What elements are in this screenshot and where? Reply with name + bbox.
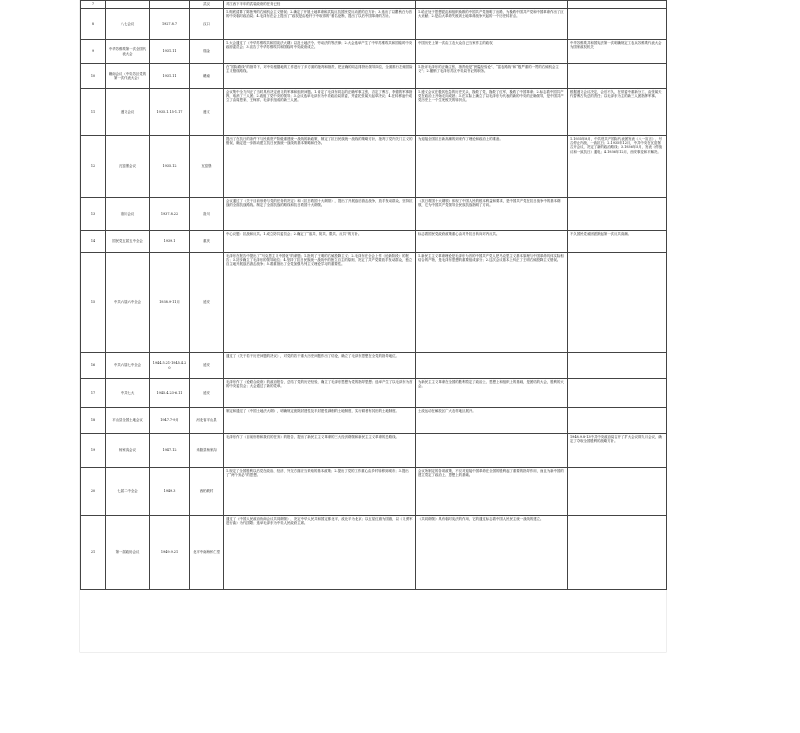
meeting-place-cell: 汉口 (190, 9, 224, 40)
row-number-cell: 9 (81, 40, 106, 64)
meeting-name-cell: 平山县全国土地会议 (106, 408, 150, 434)
meeting-notes-cell: 1948.9.8-13中共中央政治局召开了扩大会议即九月会议，确定了夺取全国胜利的战略方针。 (568, 434, 667, 468)
table-row (81, 468, 667, 516)
meeting-date-cell: 1937.8.22 (150, 198, 190, 231)
meeting-place-cell: 西柏坡村 (190, 468, 224, 516)
meeting-notes-cell: 中华苏维埃共和国宪法第一次明确规定工农兵苏维埃代表大会为国家政权机关 (568, 40, 667, 64)
meeting-place-cell: 重庆 (190, 231, 224, 253)
meetings-table (80, 0, 667, 590)
meeting-content-cell: 会议集中全力纠正了当时具有决定意义的军事和组织问题。1.肯定了毛泽东同志的正确军事主张，否定了博古、李德的军事指挥，取消了三人团；2.改组了党中央的领导；3.会议选举毛泽东为中央政治局常委，并委托张闻天起草决议；4.在转移途中成立了由周恩来、王稼祥、毛泽东组成的新三人团。 (224, 89, 416, 136)
table-row (81, 516, 667, 590)
row-number-cell: 16 (81, 353, 106, 379)
meeting-name-cell: 中华苏维埃第一次全国代表大会 (106, 40, 150, 64)
meeting-significance-cell: 中国历史上第一次由工农大众自己当家作主的政权 (416, 40, 568, 64)
meeting-name-cell: 遵义会议 (106, 89, 150, 136)
row-number-cell: 20 (81, 468, 106, 516)
meeting-date-cell: 1944.5.21-1945.4.20 (150, 353, 190, 379)
meeting-notes-cell (568, 9, 667, 40)
meeting-content-cell: 1.大会通过了《中华苏维埃共和国宪法大纲》以及土地法令、劳动法的等法律；2.大会选举产生了中华苏维埃共和国临时中央政府委员会；3.宣告了中华苏维埃共和国临时中央政府成立。 (224, 40, 416, 64)
row-number-cell: 12 (81, 136, 106, 198)
table-row (81, 434, 667, 468)
meeting-significance-cell: 《抗日救国十大纲领》体现了中国人民的根本利益和要求，是中国共产党在抗日战争中的基本纲领，它为中国共产党领导全民族抗战指明了方向。 (416, 198, 568, 231)
meeting-significance-cell: 为迎接全国抗日新高潮的到来作了理论和政治上的准备。 (416, 136, 568, 198)
meeting-name-cell: 洛川会议 (106, 198, 150, 231)
meeting-content-cell: 1.规定了全国胜利以后党在政治、经济、外交方面应当采取的基本政策；2.提出了党的工作重心由乡村转移到城市；3.提出了“两个务必”的思想。 (224, 468, 416, 516)
meeting-date-cell: 1931.11 (150, 64, 190, 89)
meeting-significance-cell (416, 353, 568, 379)
row-number-cell: 8 (81, 9, 106, 40)
meeting-notes-cell (568, 1, 667, 9)
meeting-content-cell: 提出了在抗日的条件下与民族资产阶级重建统一战线的新政策，制定了抗日民族统一战线的策略方针，批判了党内关门主义的错误，确定进一步推动建立抗日民族统一战线的基本策略和任务。 (224, 136, 416, 198)
meeting-name-cell: 杨家沟会议 (106, 434, 150, 468)
meeting-content-cell: 在“国际路线”的指导下，对中央根据地的工作进行了多方面的批判和指责，把正确的同志排挤出领导岗位，全面推行左倾冒险主义错误路线。 (224, 64, 416, 89)
table-row (81, 136, 667, 198)
row-number-cell: 13 (81, 198, 106, 231)
table-row (81, 1, 667, 9)
meeting-significance-cell (416, 1, 568, 9)
table-row (81, 9, 667, 40)
row-number-cell: 11 (81, 89, 106, 136)
meeting-notes-cell: 1.1935年8月，中共驻共产国际代表团发表《八一宣言》，号召停止内战，一致抗日；2.1935年12月，中共中央在瓦窑堡召开会议，决定了新的政治路线；3.1936年5月，发表《停战议和一致抗日》通电；4.1936年12月，西安事变和平解决。 (568, 136, 667, 198)
meeting-date-cell: 1935.1.15-1.17 (150, 89, 190, 136)
meeting-notes-cell (568, 379, 667, 408)
meeting-significance-cell (416, 434, 568, 468)
meeting-place-cell: 延安 (190, 253, 224, 353)
meeting-date-cell: 1931.11 (150, 40, 190, 64)
meeting-content-cell: 毛泽东作了《论联合政府》的政治报告，总结了党的历史经验，确立了毛泽东思想为党的指导思想；选举产生了以毛泽东为首的中央委员会；大会通过了新的党章。 (224, 379, 416, 408)
table-row (81, 408, 667, 434)
table-row (81, 89, 667, 136)
meeting-date-cell: 1947.7-9月 (150, 408, 190, 434)
meeting-date-cell (150, 1, 190, 9)
row-number-cell: 18 (81, 408, 106, 434)
meeting-notes-cell (568, 353, 667, 379)
meeting-notes-cell: 不久国民党顽固派掀起第一次反共高潮。 (568, 231, 667, 253)
meeting-significance-cell: 会议所制定的各项政策，不仅对迎接中国革命在全国的胜利起了重要的指导作用，而且为新中国的建立奠定了政治上、思想上的基础。 (416, 468, 568, 516)
meeting-date-cell: 1947.12 (150, 434, 190, 468)
meeting-name-cell: 中共六届六中全会 (106, 253, 150, 353)
meeting-content-cell: 毛泽东在报告中提出了“马克思主义中国化”的命题；1.批判了王明的右倾投降主义；2.毛泽东在全会上作《论新阶段》的报告；3.初步确立了毛泽东的领导地位；4.坚持了抗日民族统一战线中的独立自主的原则，决定了共产党要放手发动群众，独立自主地开展敌后游击战争；5.着重指出了全党加强马列主义理论学习的重要性。 (224, 253, 416, 353)
table-row (81, 40, 667, 64)
row-number-cell: 15 (81, 253, 106, 353)
row-number-cell: 14 (81, 231, 106, 253)
table-row (81, 198, 667, 231)
meeting-notes-cell (568, 198, 667, 231)
row-number-cell: 21 (81, 516, 106, 590)
meeting-place-cell: 武汉 (190, 1, 224, 9)
meeting-significance-cell: 1.遵义会议在极其危急的历史关头，挽救了党，挽救了红军，挽救了中国革命；2.标志着中国共产党在政治上开始走向成熟；3.在实际上确立了以毛泽东为代表的新的中央的正确领导，是中国共产党历史上一个生死攸关的转折点。 (416, 89, 568, 136)
meeting-place-cell: 瑞金 (190, 40, 224, 64)
meeting-content-cell: 中心议题：抗战和反共。1.成立防共委员会；2.确定了“溶共、防共、限共、反共”的方针。 (224, 231, 416, 253)
meeting-significance-cell: 1.新民主主义革命理论是毛泽东为首的中国共产党人把马克思主义基本原理与中国革命具体实际相结合的产物，是毛泽东思想的重要组成部分；2.这次会议基本上纠正了王明右倾投降主义错误。 (416, 253, 568, 353)
meeting-place-cell: 延安 (190, 379, 224, 408)
meeting-content-cell: 通过了《中国人民政治协商会议共同纲领》，决定中华人民共和国定都北平，改北平为北京；以五星红旗为国旗，以《义勇军进行曲》为代国歌；选举毛泽东为中央人民政府主席。 (224, 516, 416, 590)
meeting-date-cell: 1949.9.21 (150, 516, 190, 590)
meeting-date-cell: 1927.8.7 (150, 9, 190, 40)
meeting-name-cell: 七届二中全会 (106, 468, 150, 516)
meeting-notes-cell (568, 253, 667, 353)
table-row (81, 231, 667, 253)
meeting-place-cell: 延安 (190, 353, 224, 379)
meeting-name-cell: 第一届政协会议 (106, 516, 150, 590)
meeting-significance-cell: 为新民主主义革命在全国的胜利奠定了政治上、思想上和组织上的基础，是团结的大会，胜利的大会。 (416, 379, 568, 408)
meeting-name-cell: 中共七大 (106, 379, 150, 408)
meeting-date-cell: 1938.9-11月 (150, 253, 190, 353)
meeting-significance-cell: 标志着国民党政府政策重心由对外抗日转向对内反共。 (416, 231, 568, 253)
meeting-notes-cell (568, 64, 667, 89)
meeting-name-cell: 中共六届七中全会 (106, 353, 150, 379)
table-body (81, 1, 667, 590)
meeting-place-cell: 北平中南海怀仁堂 (190, 516, 224, 590)
meeting-place-cell: 瓦窑堡 (190, 136, 224, 198)
meeting-name-cell: 八七会议 (106, 9, 150, 40)
row-number-cell: 10 (81, 64, 106, 89)
meeting-date-cell: 1949.3 (150, 468, 190, 516)
meeting-place-cell: 米脂县杨家沟 (190, 434, 224, 468)
row-number-cell: 17 (81, 379, 106, 408)
meeting-name-cell: 赣南会议（中央苏区党的第一次代表大会） (106, 64, 150, 89)
meeting-name-cell (106, 1, 150, 9)
meeting-significance-cell: 1.给正处于思想混乱和组织涣散的中国共产党指明了出路，为挽救中国共产党和中国革命作出了巨大贡献；2.是由大革命失败到土地革命战争兴起的一个历史转折点。 (416, 9, 568, 40)
row-number-cell: 7 (81, 1, 106, 9)
meeting-significance-cell: 土改运动在解放区广大农村地区展开。 (416, 408, 568, 434)
meeting-content-cell: 制定和通过了《中国土地法大纲》，明确规定废除封建性及半封建性剥削的土地制度，实行耕者有其田的土地制度。 (224, 408, 416, 434)
meeting-content-cell: 1.彻底清算了陈独秀的右倾机会主义错误；2.确定了开展土地革命和武装反抗国民党反动派的总方针；3.选出了以瞿秋白为首的中央临时政治局；4.毛泽东在会上提出了“政权是由枪杆子中取得的”著名论断，提出了以后中国革命的方针。 (224, 9, 416, 40)
table-row (81, 379, 667, 408)
table-row (81, 64, 667, 89)
meeting-notes-cell (568, 516, 667, 590)
meeting-notes-cell (568, 468, 667, 516)
meeting-name-cell: 国民党五届五中全会 (106, 231, 150, 253)
meeting-date-cell: 1935.12 (150, 136, 190, 198)
meeting-place-cell: 遵义 (190, 89, 224, 136)
meeting-significance-cell: 《共同纲领》具有临时宪法的作用，它的通过标志着中国人民民主统一战线的建立。 (416, 516, 568, 590)
meeting-place-cell: 洛川 (190, 198, 224, 231)
meeting-notes-cell: 根据遵义会议决定，会后不久，在常委中重新分工，由张闻天代替博古负总的责任；以毛泽东为主的新三人团指挥军事。 (568, 89, 667, 136)
table-row (81, 253, 667, 353)
meeting-place-cell: 河北省平山县 (190, 408, 224, 434)
meeting-content-cell: 对江西下半年的武装政府的任务已经 (224, 1, 416, 9)
row-number-cell: 19 (81, 434, 106, 468)
meeting-name-cell: 瓦窑堡会议 (106, 136, 150, 198)
meeting-content-cell: 会议通过了《关于目前形势与党的任务的决定》和《抗日救国十大纲领》，提出了开展敌后游击战争，放手发动群众，坚持抗战的全面抗战路线。制定了全面抗战的路线和抗日救国十大纲领。 (224, 198, 416, 231)
meeting-notes-cell (568, 408, 667, 434)
meeting-content-cell: 通过了《关于若干历史问题的决议》，对党的若干重大历史问题作出了结论，确立了毛泽东思想在全党的指导地位。 (224, 353, 416, 379)
meeting-content-cell: 毛泽东作了《目前形势和我们的任务》的报告，提出了新民主主义革命的三大经济纲领和新民主主义革命的总路线。 (224, 434, 416, 468)
document-page (80, 0, 666, 652)
meeting-significance-cell: 1.批评毛泽东的正确主张，指责他是“狭隘经验论”、“富农路线”和“极严重的一贯的右倾机会主义”；2.撤销了毛泽东苏区中央局书记的职务。 (416, 64, 568, 89)
meeting-place-cell: 赣南 (190, 64, 224, 89)
meeting-date-cell: 1939.1 (150, 231, 190, 253)
table-row (81, 353, 667, 379)
meeting-date-cell: 1945.4.23-6.11 (150, 379, 190, 408)
